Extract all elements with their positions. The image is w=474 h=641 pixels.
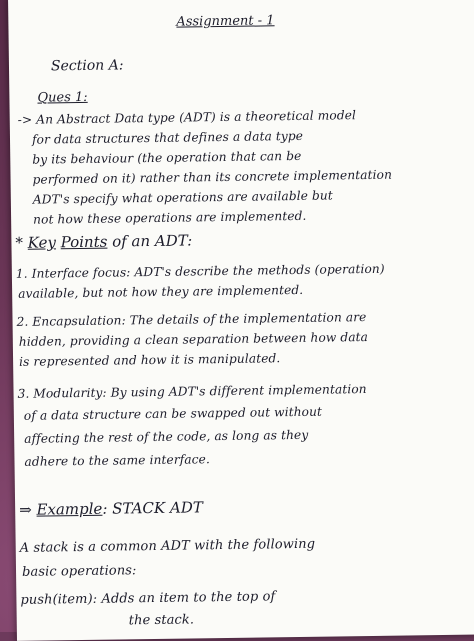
intro-line: performed on it) rather than its concrete implementation xyxy=(32,167,393,187)
point-1-line: 1. Interface focus: ADT's describe the methods (operation) xyxy=(15,261,385,281)
example-line: the stack. xyxy=(128,612,195,629)
example-rest: : STACK ADT xyxy=(102,498,203,518)
point-3-line: adhere to the same interface. xyxy=(24,452,211,469)
intro-line: not how these operations are implemented. xyxy=(33,208,307,227)
intro-line: -> An Abstract Data type (ADT) is a theoretical model xyxy=(17,108,357,127)
heading-points: Points xyxy=(60,232,108,252)
example-line: push(item): Adds an item to the top of xyxy=(20,589,276,608)
point-2-line: is represented and how it is manipulated. xyxy=(19,351,281,369)
question-label: Ques 1: xyxy=(37,89,88,106)
example-line: A stack is a common ADT with the following xyxy=(19,536,316,556)
example-label: Example xyxy=(36,499,103,519)
point-3-line: of a data structure can be swapped out without xyxy=(23,404,323,423)
example-line: basic operations: xyxy=(21,563,137,580)
intro-line: ADT's specify what operations are available but xyxy=(32,188,333,207)
point-2-line: hidden, providing a clean separation between how data xyxy=(18,330,369,349)
example-heading xyxy=(19,500,203,518)
intro-line: by its behaviour (the operation that can be xyxy=(32,148,302,167)
point-1-line: available, but not how they are implemented. xyxy=(18,282,304,301)
page-title: Assignment - 1 xyxy=(176,13,275,30)
point-3-line: affecting the rest of the code, as long as they xyxy=(24,427,309,446)
section-heading: Section A: xyxy=(50,57,124,75)
heading-prefix: * xyxy=(15,233,28,252)
key-points-heading xyxy=(15,233,192,250)
notebook-page xyxy=(8,0,474,641)
point-2-line: 2. Encapsulation: The details of the implementation are xyxy=(16,310,367,329)
intro-line: for data structures that defines a data type xyxy=(31,128,304,147)
heading-key: Key xyxy=(27,233,57,252)
example-arrow: ⇒ xyxy=(19,500,37,519)
heading-rest: of an ADT: xyxy=(107,231,193,251)
point-3-line: 3. Modularity: By using ADT's different implementation xyxy=(17,382,367,401)
